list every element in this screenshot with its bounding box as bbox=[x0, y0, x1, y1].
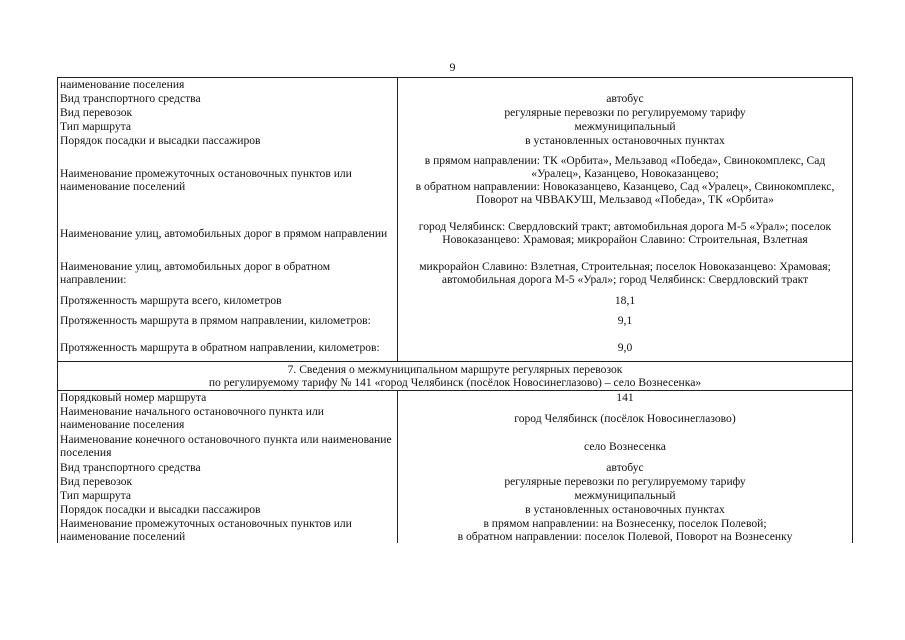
streets-forward-label: Наименование улиц, автомобильных дорог в прямом направлении bbox=[58, 213, 398, 253]
boarding-label: Порядок посадки и высадки пассажиров bbox=[58, 133, 398, 147]
stops-backward: в обратном направлении: Новоказанцево, Казанцево, Сад «Уралец», Свинокомплекс, Поворот на ЧВВАКУШ, Мельзавод «Победа», ТК «Орбита» bbox=[415, 180, 835, 206]
streets-backward-value: микрорайон Славино: Взлетная, Строительная; поселок Новоказанцево: Храмовая; автомобильная дорога М-5 «Урал»; город Челябинск: Свердловский тракт bbox=[398, 253, 853, 293]
s7-transport-label: Вид транспортного средства bbox=[58, 460, 398, 474]
route-type-value: межмуниципальный bbox=[398, 119, 853, 133]
settlement-value bbox=[398, 78, 853, 92]
carriage-label: Вид перевозок bbox=[58, 105, 398, 119]
section-7-title-line1: 7. Сведения о межмуниципальном маршруте регулярных перевозок bbox=[287, 362, 623, 376]
transport-value: автобус bbox=[398, 91, 853, 105]
section-7-heading bbox=[58, 361, 853, 390]
end-stop-label: Наименование конечного остановочного пункта или наименование поселения bbox=[58, 432, 398, 460]
end-stop-value: село Вознесенка bbox=[398, 432, 853, 460]
route-table bbox=[57, 77, 853, 543]
s7-carriage-value: регулярные перевозки по регулируемому тарифу bbox=[398, 474, 853, 488]
length-backward-label: Протяженность маршрута в обратном направлении, километров: bbox=[58, 334, 398, 361]
start-stop-value: город Челябинск (посёлок Новосинеглазово) bbox=[398, 404, 853, 432]
page-number: 9 bbox=[449, 60, 456, 74]
s7-stops-forward: в прямом направлении: на Вознесенку, поселок Полевой; bbox=[483, 516, 767, 530]
s7-carriage-label: Вид перевозок bbox=[58, 474, 398, 488]
route-number-label: Порядковый номер маршрута bbox=[58, 390, 398, 404]
s7-route-type-label: Тип маршрута bbox=[58, 488, 398, 502]
length-total-label: Протяженность маршрута всего, километров bbox=[58, 293, 398, 307]
route-type-label: Тип маршрута bbox=[58, 119, 398, 133]
length-total-value: 18,1 bbox=[398, 293, 853, 307]
route-number-value: 141 bbox=[398, 390, 853, 404]
boarding-value: в установленных остановочных пунктах bbox=[398, 133, 853, 147]
length-backward-value: 9,0 bbox=[398, 334, 853, 361]
length-forward-label: Протяженность маршрута в прямом направлении, километров: bbox=[58, 307, 398, 334]
carriage-value: регулярные перевозки по регулируемому тарифу bbox=[398, 105, 853, 119]
settlement-label: наименование поселения bbox=[58, 78, 398, 92]
transport-label: Вид транспортного средства bbox=[58, 91, 398, 105]
stops-forward: в прямом направлении: ТК «Орбита», Мельзавод «Победа», Свинокомплекс, Сад «Уралец», Казанцево, Новоказанцево; bbox=[424, 154, 826, 180]
start-stop-label: Наименование начального остановочного пункта или наименование поселения bbox=[58, 404, 398, 432]
s7-transport-value: автобус bbox=[398, 460, 853, 474]
s7-stops-label: Наименование промежуточных остановочных пунктов или наименование поселений bbox=[58, 516, 398, 543]
s7-stops-backward: в обратном направлении: поселок Полевой, Поворот на Вознесенку bbox=[457, 529, 793, 543]
s7-boarding-label: Порядок посадки и высадки пассажиров bbox=[58, 502, 398, 516]
stops-label: Наименование промежуточных остановочных пунктов или наименование поселений bbox=[58, 147, 398, 213]
s7-route-type-value: межмуниципальный bbox=[398, 488, 853, 502]
stops-value bbox=[398, 147, 853, 213]
s7-stops-value bbox=[398, 516, 853, 543]
streets-forward-value: город Челябинск: Свердловский тракт; автомобильная дорога М-5 «Урал»; поселок Новоказанцево: Храмовая; микрорайон Славино: Строительная, Взлетная bbox=[398, 213, 853, 253]
s7-boarding-value: в установленных остановочных пунктах bbox=[398, 502, 853, 516]
section-7-title-line2: по регулируемому тарифу № 141 «город Челябинск (посёлок Новосинеглазово) – село Вознесенка» bbox=[208, 375, 702, 389]
streets-backward-label: Наименование улиц, автомобильных дорог в обратном направлении: bbox=[58, 253, 398, 293]
length-forward-value: 9,1 bbox=[398, 307, 853, 334]
